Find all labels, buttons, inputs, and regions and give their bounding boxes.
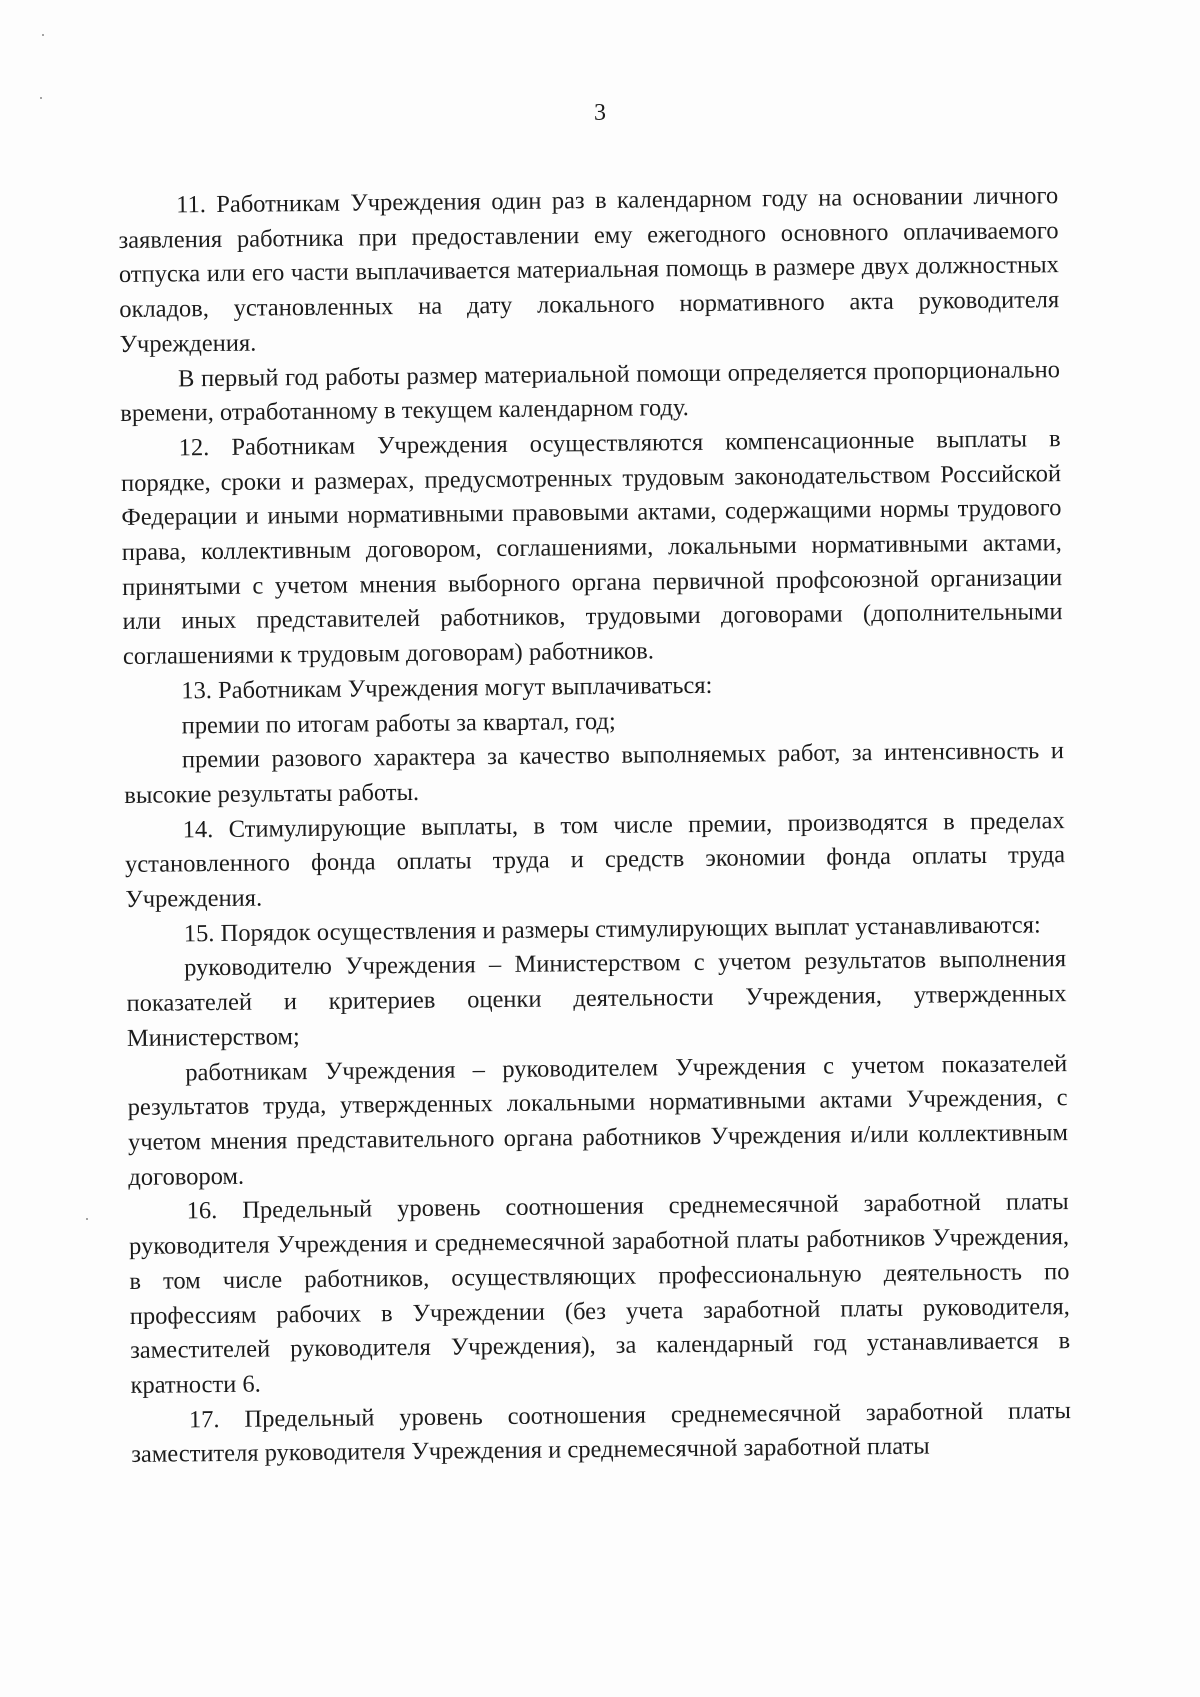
- paragraph-13-item-1: премии по итогам работы за квартал, год;: [181, 707, 616, 739]
- paragraph-14: 14. Стимулирующие выплаты, в том числе премии, производятся в пределах установленного фонда оплаты труда и средств экономии фонда оплаты труда Учреждения.: [124, 806, 1066, 914]
- paragraph-15-item-1: руководителю Учреждения – Министерством с учетом результатов выполнения показателей и критериев оценки деятельности Учреждения, утвержденных Министерством;: [126, 945, 1067, 1052]
- paragraph-13-item-2: премии разового характера за качество выполняемых работ, за интенсивность и высокие результаты работы.: [124, 737, 1065, 809]
- scan-speck: [42, 34, 44, 36]
- paragraph-12: 12. Работникам Учреждения осуществляются компенсационные выплаты в порядке, сроки и размерах, предусмотренных трудовым законодательством Российской Федерации и иными нормативными правовыми актами, содержащими нормы трудового права, коллективным договором, соглашениями, локальными нормативными актами, принятыми с учетом мнения выборного органа первичной профсоюзной организации или иных представителей работников, трудовыми договорами (дополнительными соглашениями к трудовым договорам) работников.: [120, 425, 1063, 671]
- paragraph-13: 13. Работникам Учреждения могут выплачиваться:: [181, 671, 713, 705]
- paragraph-16: 16. Предельный уровень соотношения среднемесячной заработной платы руководителя Учреждения и среднемесячной заработной платы работников Учреждения, в том числе работников, осуществляющих профессиональную деятельность по профессиям рабочих в Учреждении (без учета заработной платы руководителя, заместителей руководителя Учреждения), за календарный год устанавливается в кратности 6.: [128, 1188, 1071, 1399]
- scan-speck: [40, 97, 42, 99]
- paragraph-17: 17. Предельный уровень соотношения среднемесячной заработной платы заместителя руководителя Учреждения и среднемесячной заработной платы: [131, 1396, 1071, 1469]
- scan-speck: [86, 1218, 88, 1220]
- paragraph-11: 11. Работникам Учреждения один раз в календарном году на основании личного заявления работника при предоставлении ему ежегодного основного оплачиваемого отпуска или его части выплачивается материальная помощь в размере двух должностных окладов, установленных на дату локального нормативного акта руководителя Учреждения.: [118, 182, 1060, 358]
- document-body: [118, 179, 1071, 1473]
- paragraph-15-item-2: работникам Учреждения – руководителем Учреждения с учетом показателей результатов труда, утвержденных локальными нормативными актами Учреждения, с учетом мнения представительного органа работников Учреждения и/или коллективным договором.: [127, 1049, 1069, 1191]
- page-number: 3: [594, 100, 606, 126]
- paragraph-11-continuation: В первый год работы размер материальной помощи определяется пропорционально времени, отработанному в текущем календарном году.: [120, 355, 1061, 428]
- paragraph-15: 15. Порядок осуществления и размеры стимулирующих выплат устанавливаются:: [183, 911, 1041, 948]
